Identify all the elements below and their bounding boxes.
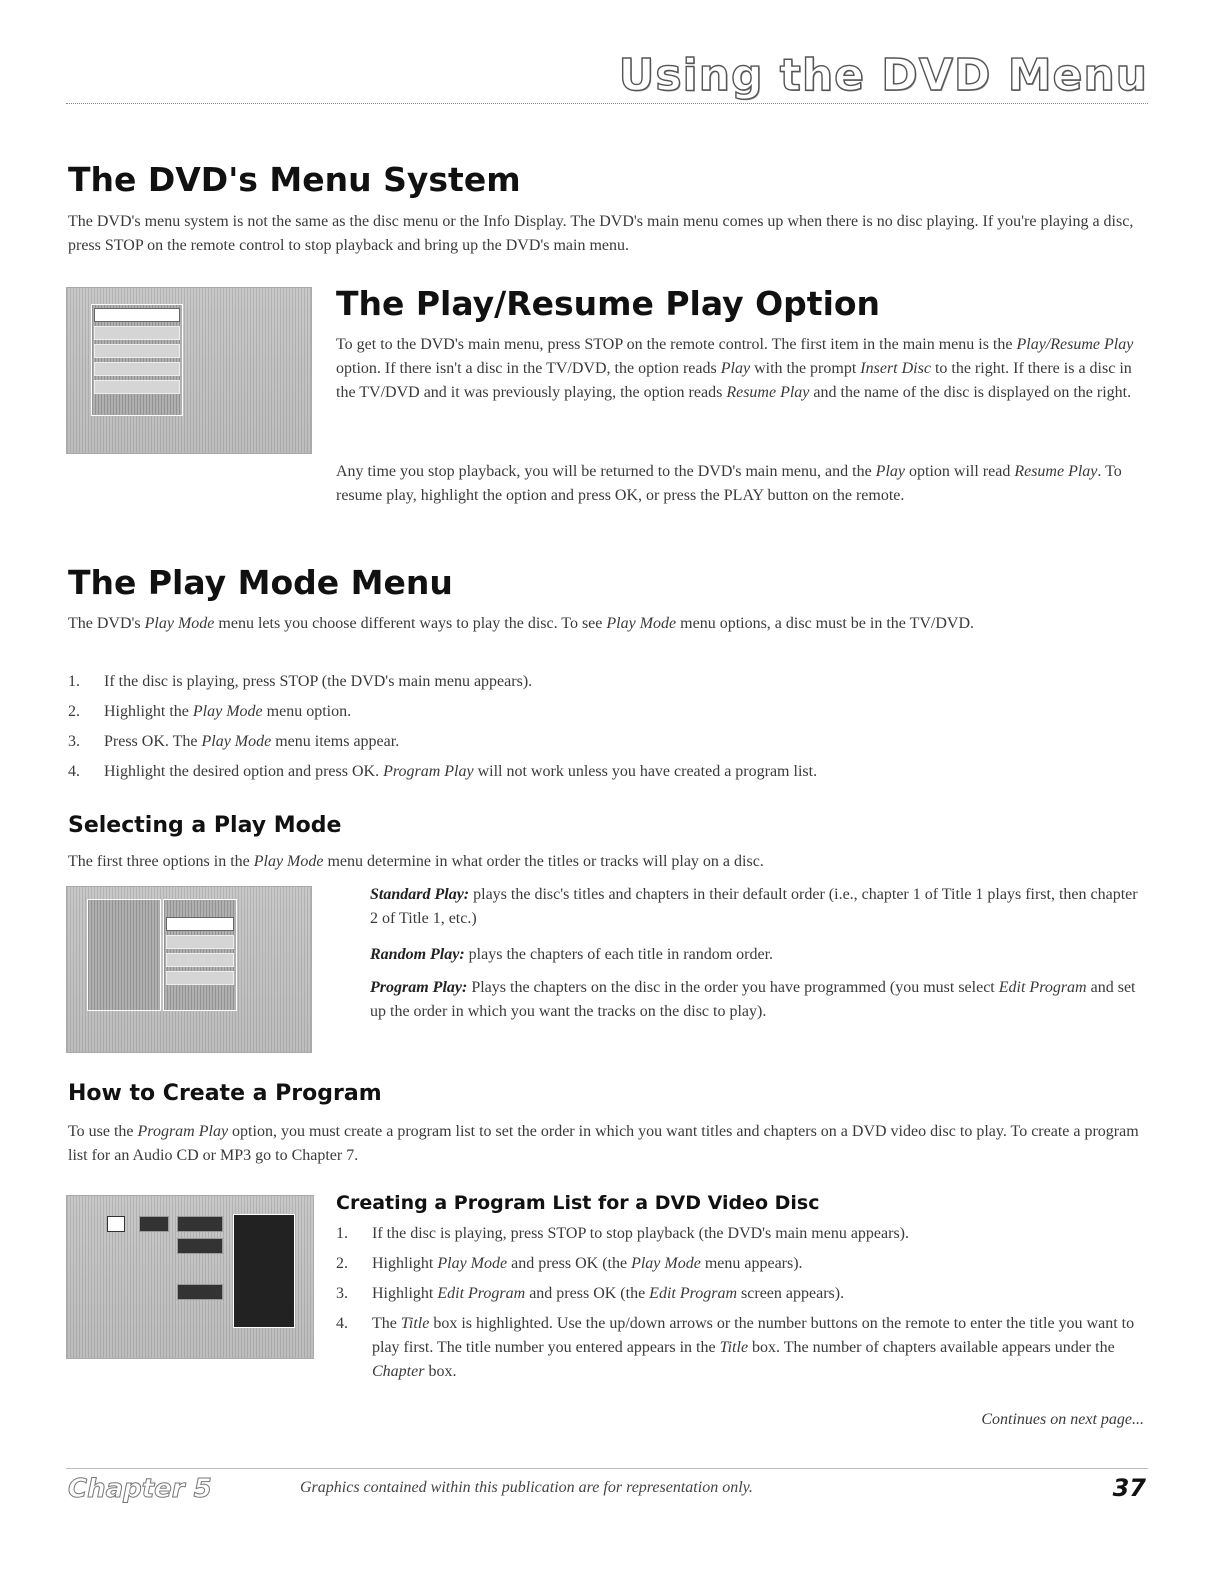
heading-create-program: How to Create a Program [68, 1081, 382, 1106]
submenu-item [166, 971, 234, 985]
heading-play-resume: The Play/Resume Play Option [336, 284, 881, 323]
page-number: 37 [1112, 1474, 1146, 1502]
continues-note: Continues on next page... [981, 1411, 1144, 1428]
list-item: 4. Highlight the desired option and press OK. Program Play will not work unless you have created a program list. [68, 763, 818, 780]
list-item: 3. Press OK. The Play Mode menu items appear. [68, 733, 400, 750]
list-item: 4. The Title box is highlighted. Use the up/down arrows or the number buttons on the remote to enter the title you want to play first. The title number you entered appears in the Title box. The number of chapters available appears under the Chapter box. [336, 1315, 1135, 1380]
menu-item [94, 380, 180, 394]
main-menu-screenshot [66, 287, 312, 454]
title-box [107, 1216, 125, 1232]
program-list-panel [233, 1214, 295, 1328]
play-resume-paragraph-1: To get to the DVD's main menu, press STOP on the remote control. The first item in the main menu is the Play/Resume Play option. If there isn't a disc in the TV/DVD, the option reads Play with the prompt Insert Disc to the right. If there is a disc in the TV/DVD and it was previously playing, the option reads Resume Play and the name of the disc is displayed on the right. [336, 336, 1134, 401]
submenu-item [166, 953, 234, 967]
submenu-item-highlighted [166, 917, 234, 931]
heading-menu-system: The DVD's Menu System [68, 160, 521, 199]
section-header-title: Using the DVD Menu [618, 50, 1148, 101]
menu-system-paragraph: The DVD's menu system is not the same as the disc menu or the Info Display. The DVD's main menu comes up when there is no disc playing. If you're playing a disc, press STOP on the remote control to stop playback and bring up the DVD's main menu. [68, 213, 1134, 254]
list-item: 3. Highlight Edit Program and press OK (the Edit Program screen appears). [336, 1285, 845, 1302]
chapter-box [139, 1216, 169, 1232]
done-button [177, 1284, 223, 1300]
play-mode-intro: The DVD's Play Mode menu lets you choose different ways to play the disc. To see Play Mode menu options, a disc must be in the TV/DVD. [68, 615, 975, 632]
menu-item-highlighted [94, 308, 180, 322]
play-mode-steps [68, 670, 1148, 790]
program-play-desc: Program Play: Plays the chapters on the disc in the order you have programmed (you must select Edit Program and set up the order in which you want the tracks on the disc to play). [370, 979, 1136, 1020]
random-play-desc: Random Play: plays the chapters of each title in random order. [370, 946, 774, 963]
footer-note: Graphics contained within this publication are for representation only. [300, 1479, 753, 1496]
play-resume-paragraph-2: Any time you stop playback, you will be returned to the DVD's main menu, and the Play option will read Resume Play. To resume play, highlight the option and press OK, or press the PLAY button on the remote. [336, 463, 1122, 504]
heading-selecting-play-mode: Selecting a Play Mode [68, 813, 342, 838]
create-program-intro: To use the Program Play option, you must create a program list to set the order in which you want titles and chapters on a DVD video disc to play. To create a program list for an Audio CD or MP3 go to Chapter 7. [68, 1123, 1139, 1164]
submenu-item [166, 935, 234, 949]
menu-item [94, 326, 180, 340]
standard-play-desc: Standard Play: plays the disc's titles and chapters in their default order (i.e., chapter 1 of Title 1 plays first, then chapter 2 of Title 1, etc.) [370, 886, 1138, 927]
chapter-label: Chapter 5 [68, 1474, 212, 1504]
menu-panel [87, 899, 161, 1011]
add-button [177, 1216, 223, 1232]
menu-item [94, 344, 180, 358]
list-item: 2. Highlight Play Mode and press OK (the Play Mode menu appears). [336, 1255, 803, 1272]
edit-program-screenshot [66, 1195, 314, 1359]
heading-play-mode: The Play Mode Menu [68, 563, 453, 602]
list-item: 2. Highlight the Play Mode menu option. [68, 703, 352, 720]
footer-divider [66, 1468, 1148, 1469]
clear-button [177, 1238, 223, 1254]
list-item: 1. If the disc is playing, press STOP (the DVD's main menu appears). [68, 673, 533, 690]
play-mode-screenshot [66, 886, 312, 1053]
subheading-create-program-list: Creating a Program List for a DVD Video Disc [336, 1192, 820, 1214]
selecting-intro: The first three options in the Play Mode menu determine in what order the titles or tracks will play on a disc. [68, 853, 764, 870]
menu-item [94, 362, 180, 376]
header-divider [66, 103, 1148, 104]
list-item: 1. If the disc is playing, press STOP to stop playback (the DVD's main menu appears). [336, 1225, 910, 1242]
create-program-steps [336, 1222, 1136, 1390]
